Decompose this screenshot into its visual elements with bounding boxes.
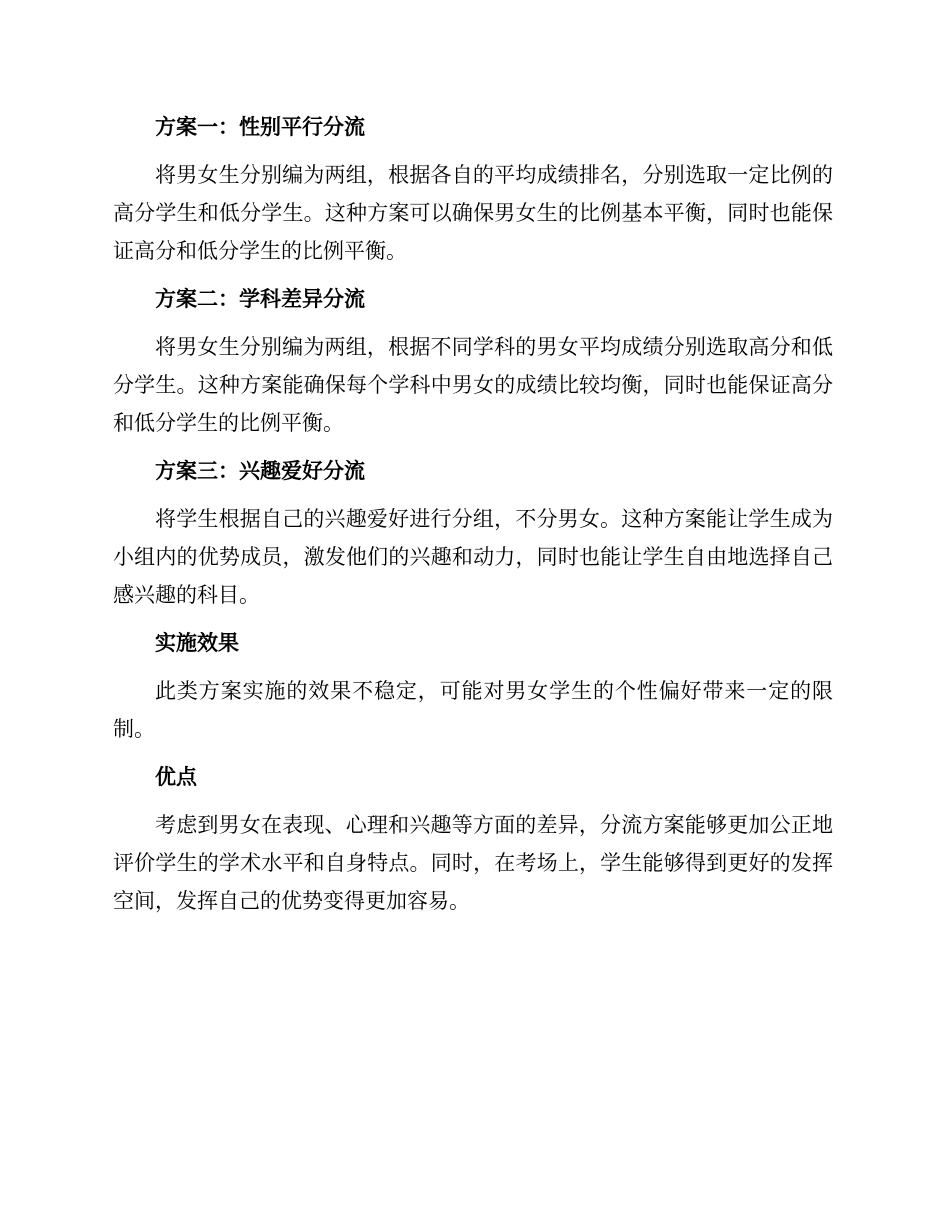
section-body-plan-1: 将男女生分别编为两组，根据各自的平均成绩排名，分别选取一定比例的高分学生和低分学生。这种方案可以确保男女生的比例基本平衡，同时也能保证高分和低分学生的比例平衡。	[113, 163, 833, 263]
document-page	[113, 108, 833, 930]
section-body-advantages: 考虑到男女在表现、心理和兴趣等方面的差异，分流方案能够更加公正地评价学生的学术水平和自身特点。同时，在考场上，学生能够得到更好的发挥空间，发挥自己的优势变得更加容易。	[113, 813, 833, 913]
section-body-effect: 此类方案实施的效果不稳定，可能对男女学生的个性偏好带来一定的限制。	[113, 679, 833, 741]
section-body-plan-3: 将学生根据自己的兴趣爱好进行分组，不分男女。这种方案能让学生成为小组内的优势成员，激发他们的兴趣和动力，同时也能让学生自由地选择自己感兴趣的科目。	[113, 507, 833, 607]
section-heading-advantages: 优点	[155, 765, 197, 789]
section-heading-plan-1: 方案一：性别平行分流	[155, 115, 365, 139]
section-body-plan-2: 将男女生分别编为两组，根据不同学科的男女平均成绩分别选取高分和低分学生。这种方案能确保每个学科中男女的成绩比较均衡，同时也能保证高分和低分学生的比例平衡。	[113, 335, 833, 435]
section-heading-plan-3: 方案三：兴趣爱好分流	[155, 459, 365, 483]
section-heading-effect: 实施效果	[155, 631, 239, 655]
section-heading-plan-2: 方案二：学科差异分流	[155, 287, 365, 311]
